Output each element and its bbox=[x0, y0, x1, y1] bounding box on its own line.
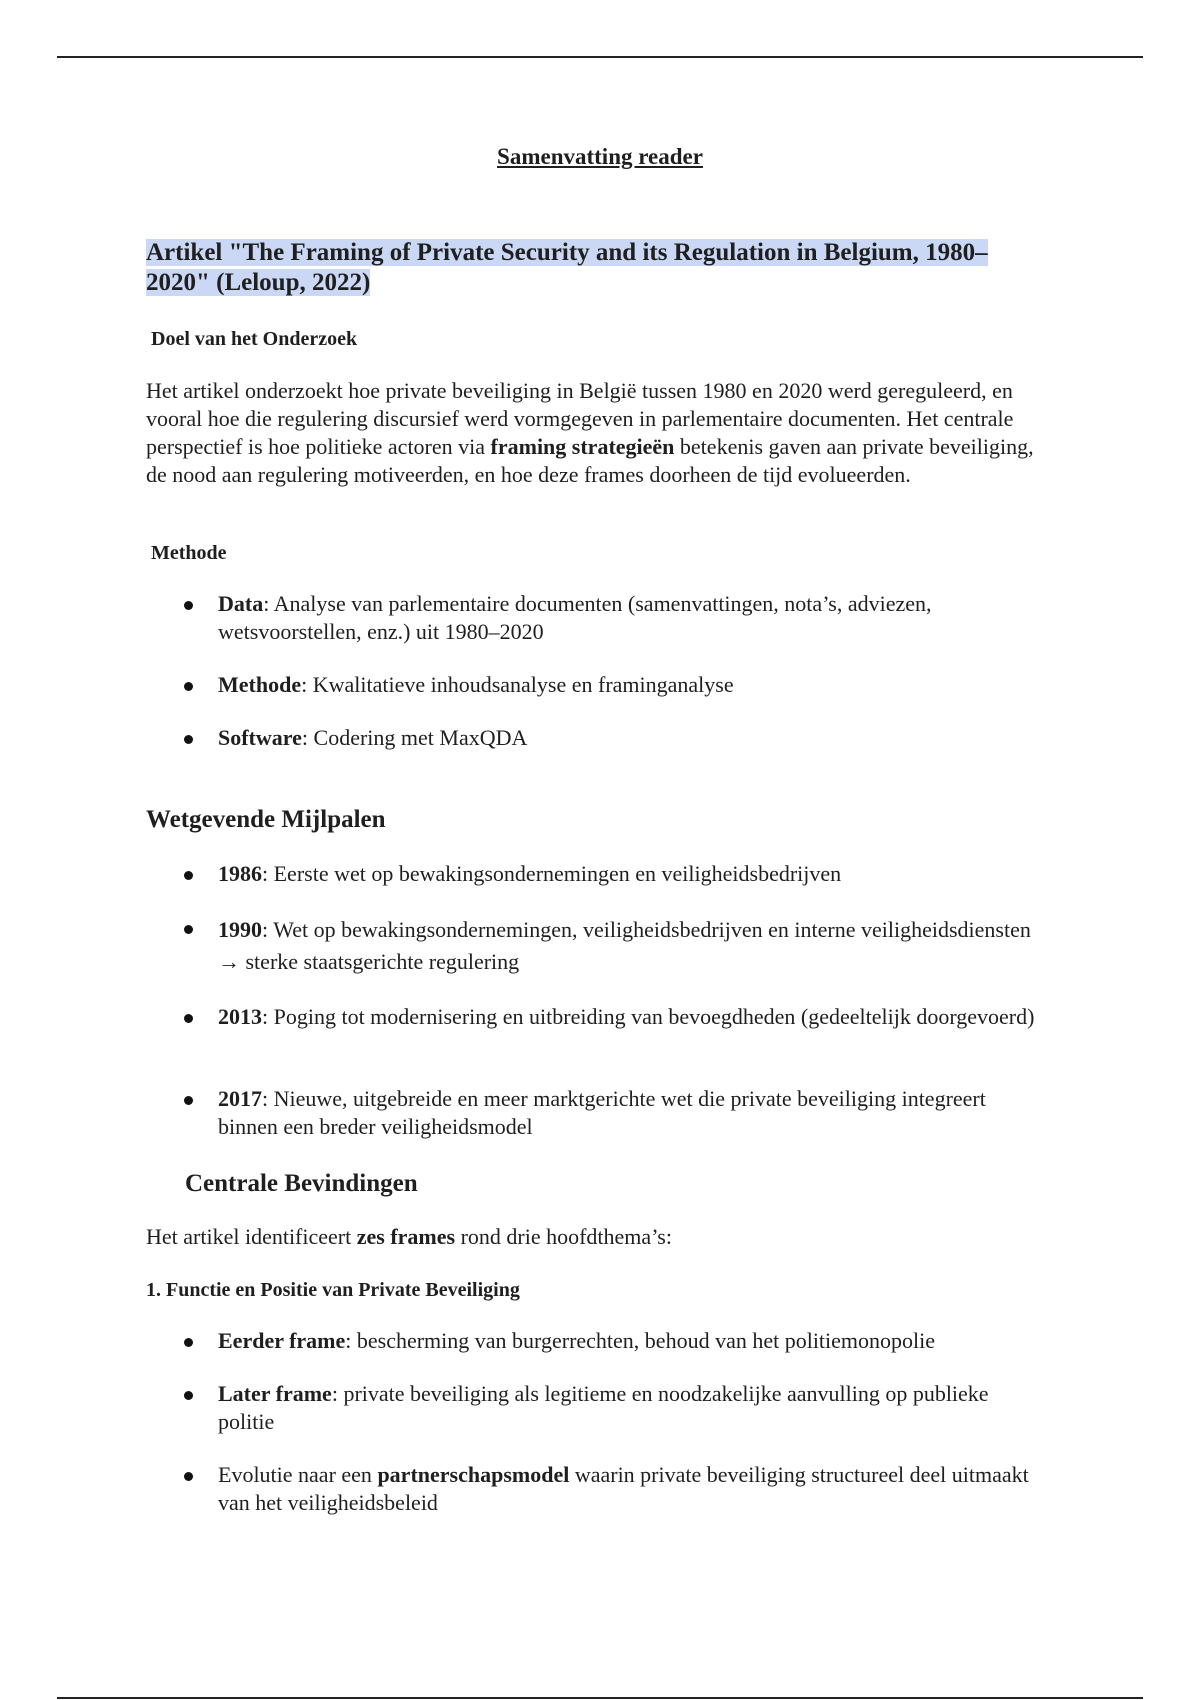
item-label: Later frame bbox=[218, 1381, 332, 1406]
article-heading bbox=[146, 238, 1026, 298]
document-title: Samenvatting reader bbox=[497, 144, 703, 169]
article-heading-text: Artikel "The Framing of Private Security and its Regulation in Belgium, 1980–2020" (Leloup, 2022) bbox=[146, 239, 988, 296]
item-label: 1990 bbox=[218, 917, 262, 942]
item-label: Eerder frame bbox=[218, 1328, 346, 1353]
bevindingen-subheading: 1. Functie en Positie van Private Beveiliging bbox=[146, 1279, 520, 1301]
item-label: 1986 bbox=[218, 861, 262, 886]
header-rule bbox=[57, 56, 1143, 58]
list-item bbox=[218, 724, 1038, 752]
item-text: : private beveiliging als legitieme en noodzakelijke aanvulling op publieke politie bbox=[218, 1381, 989, 1434]
item-text: : Wet op bewakingsondernemingen, veiligheidsbedrijven en interne veiligheidsdiensten → sterke staatsgerichte regulering bbox=[218, 917, 1031, 974]
item-text: : Kwalitatieve inhoudsanalyse en framinganalyse bbox=[301, 672, 734, 697]
footer-rule bbox=[57, 1697, 1143, 1699]
item-text: : Nieuwe, uitgebreide en meer marktgerichte wet die private beveiliging integreert binnen een breder veiligheidsmodel bbox=[218, 1086, 986, 1139]
item-text: waarin private beveiliging structureel deel uitmaakt van het veiligheidsbeleid bbox=[218, 1462, 1029, 1515]
item-label: partnerschapsmodel bbox=[377, 1462, 570, 1487]
doel-text-bold: framing strategieën bbox=[490, 434, 675, 459]
item-text: : Codering met MaxQDA bbox=[301, 725, 528, 750]
section-heading-methode: Methode bbox=[151, 542, 227, 564]
list-item bbox=[218, 914, 1038, 978]
list-item bbox=[218, 1085, 1038, 1141]
doel-paragraph bbox=[146, 377, 1046, 489]
doel-text-after: betekenis gaven aan private beveiliging, de nood aan regulering motiveerden, en hoe deze frames doorheen de tijd evolueerden. bbox=[146, 434, 1034, 487]
list-item bbox=[218, 860, 1038, 888]
item-text: : bescherming van burgerrechten, behoud van het politiemonopolie bbox=[345, 1328, 936, 1353]
section-heading-doel: Doel van het Onderzoek bbox=[151, 328, 358, 350]
item-text: : Poging tot modernisering en uitbreiding van bevoegdheden (gedeeltelijk doorgevoerd) bbox=[262, 1004, 1035, 1029]
section-heading-mijlpalen: Wetgevende Mijlpalen bbox=[146, 806, 386, 833]
intro-text-bold: zes frames bbox=[356, 1224, 456, 1249]
list-item bbox=[218, 1380, 1038, 1436]
item-text: : Eerste wet op bewakingsondernemingen en veiligheidsbedrijven bbox=[262, 861, 842, 886]
item-label: Software bbox=[218, 725, 302, 750]
item-label: 2017 bbox=[218, 1086, 262, 1111]
list-item bbox=[218, 1461, 1038, 1517]
list-item bbox=[218, 590, 1038, 646]
item-text-before: Evolutie naar een bbox=[218, 1462, 378, 1487]
intro-text-before: Het artikel identificeert bbox=[146, 1224, 357, 1249]
intro-text-after: rond drie hoofdthema’s: bbox=[455, 1224, 672, 1249]
list-item bbox=[218, 1003, 1038, 1031]
item-label: Methode bbox=[218, 672, 302, 697]
item-label: Data bbox=[218, 591, 264, 616]
bevindingen-intro bbox=[146, 1223, 1046, 1251]
list-item bbox=[218, 1327, 1038, 1355]
item-text: : Analyse van parlementaire documenten (samenvattingen, nota’s, adviezen, wetsvoorstellen, enz.) uit 1980–2020 bbox=[218, 591, 932, 644]
list-item bbox=[218, 671, 1038, 699]
section-heading-bevindingen: Centrale Bevindingen bbox=[185, 1170, 418, 1197]
item-label: 2013 bbox=[218, 1004, 262, 1029]
doel-text-before: Het artikel onderzoekt hoe private beveiliging in België tussen 1980 en 2020 werd gereguleerd, en vooral hoe die regulering discursief werd vormgegeven in parlementaire documenten. Het centrale perspectief is hoe politieke actoren via bbox=[146, 378, 1014, 459]
